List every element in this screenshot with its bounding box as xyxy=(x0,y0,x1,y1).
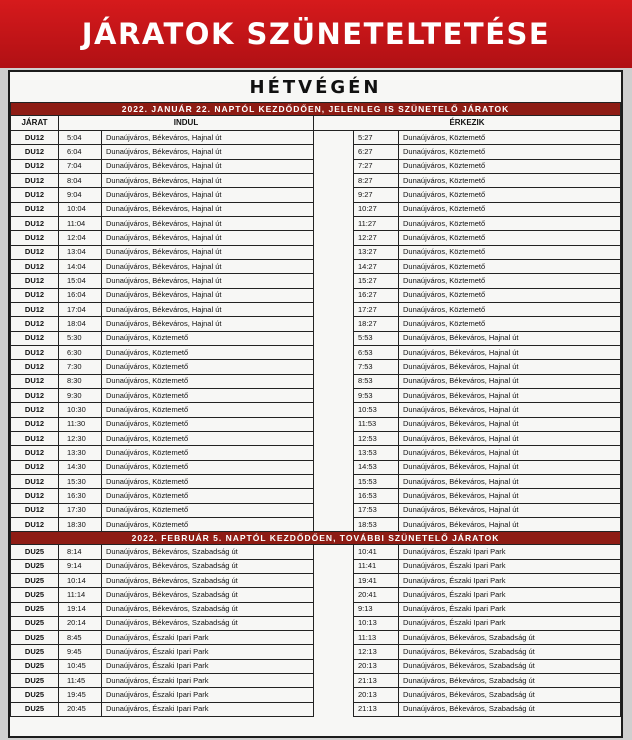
route-cell: DU12 xyxy=(11,288,59,302)
departure-time-cell: 14:04 xyxy=(59,259,102,273)
route-cell: DU12 xyxy=(11,474,59,488)
arrival-time-cell: 6:53 xyxy=(354,345,399,359)
arrival-time-cell: 20:13 xyxy=(354,659,399,673)
column-gap xyxy=(314,517,354,531)
route-cell: DU12 xyxy=(11,388,59,402)
arrival-time-cell: 11:27 xyxy=(354,216,399,230)
table-row xyxy=(11,245,621,259)
table-row xyxy=(11,188,621,202)
departure-stop-cell: Dunaújváros, Békeváros, Szabadság út xyxy=(102,616,314,630)
table-row xyxy=(11,202,621,216)
arrival-time-cell: 15:53 xyxy=(354,474,399,488)
column-gap xyxy=(314,489,354,503)
departure-time-cell: 19:45 xyxy=(59,688,102,702)
departure-time-cell: 8:30 xyxy=(59,374,102,388)
arrival-stop-cell: Dunaújváros, Békeváros, Hajnal út xyxy=(399,388,621,402)
departure-time-cell: 15:04 xyxy=(59,274,102,288)
route-cell: DU25 xyxy=(11,674,59,688)
column-gap xyxy=(314,474,354,488)
column-gap xyxy=(314,388,354,402)
arrival-time-cell: 17:27 xyxy=(354,302,399,316)
departure-stop-cell: Dunaújváros, Békeváros, Szabadság út xyxy=(102,545,314,559)
arrival-stop-cell: Dunaújváros, Békeváros, Hajnal út xyxy=(399,460,621,474)
departure-time-cell: 10:30 xyxy=(59,403,102,417)
arrival-stop-cell: Dunaújváros, Békeváros, Hajnal út xyxy=(399,489,621,503)
departure-stop-cell: Dunaújváros, Békeváros, Hajnal út xyxy=(102,159,314,173)
route-cell: DU25 xyxy=(11,616,59,630)
column-gap xyxy=(314,631,354,645)
table-row xyxy=(11,545,621,559)
route-cell: DU12 xyxy=(11,159,59,173)
departure-time-cell: 15:30 xyxy=(59,474,102,488)
table-row xyxy=(11,360,621,374)
table-row xyxy=(11,145,621,159)
arrival-stop-cell: Dunaújváros, Békeváros, Szabadság út xyxy=(399,688,621,702)
route-cell: DU25 xyxy=(11,702,59,716)
table-row xyxy=(11,259,621,273)
arrival-time-cell: 12:13 xyxy=(354,645,399,659)
arrival-stop-cell: Dunaújváros, Békeváros, Szabadság út xyxy=(399,631,621,645)
table-row xyxy=(11,659,621,673)
table-row xyxy=(11,645,621,659)
column-gap xyxy=(314,588,354,602)
arrival-stop-cell: Dunaújváros, Békeváros, Hajnal út xyxy=(399,403,621,417)
departure-stop-cell: Dunaújváros, Békeváros, Hajnal út xyxy=(102,231,314,245)
arrival-time-cell: 21:13 xyxy=(354,674,399,688)
column-gap xyxy=(314,288,354,302)
arrival-stop-cell: Dunaújváros, Köztemető xyxy=(399,159,621,173)
arrival-stop-cell: Dunaújváros, Békeváros, Hajnal út xyxy=(399,374,621,388)
departure-stop-cell: Dunaújváros, Békeváros, Hajnal út xyxy=(102,302,314,316)
route-cell: DU12 xyxy=(11,231,59,245)
departure-time-cell: 16:04 xyxy=(59,288,102,302)
departure-time-cell: 11:14 xyxy=(59,588,102,602)
table-row xyxy=(11,674,621,688)
departure-time-cell: 11:45 xyxy=(59,674,102,688)
arrival-time-cell: 12:53 xyxy=(354,431,399,445)
column-gap xyxy=(314,345,354,359)
table-row xyxy=(11,403,621,417)
departure-stop-cell: Dunaújváros, Köztemető xyxy=(102,331,314,345)
table-row xyxy=(11,131,621,145)
route-cell: DU12 xyxy=(11,131,59,145)
table-row xyxy=(11,417,621,431)
arrival-stop-cell: Dunaújváros, Északi Ipari Park xyxy=(399,545,621,559)
arrival-time-cell: 10:13 xyxy=(354,616,399,630)
route-cell: DU12 xyxy=(11,302,59,316)
departure-stop-cell: Dunaújváros, Köztemető xyxy=(102,474,314,488)
table-row xyxy=(11,388,621,402)
arrival-stop-cell: Dunaújváros, Békeváros, Hajnal út xyxy=(399,431,621,445)
banner-title: JÁRATOK SZÜNETELTETÉSE xyxy=(81,17,551,51)
departure-time-cell: 9:30 xyxy=(59,388,102,402)
column-gap xyxy=(314,659,354,673)
departure-time-cell: 5:04 xyxy=(59,131,102,145)
departure-stop-cell: Dunaújváros, Békeváros, Hajnal út xyxy=(102,145,314,159)
route-cell: DU25 xyxy=(11,573,59,587)
column-gap xyxy=(314,674,354,688)
table-row xyxy=(11,231,621,245)
column-gap xyxy=(314,216,354,230)
arrival-time-cell: 20:13 xyxy=(354,688,399,702)
sheet-title: HÉTVÉGÉN xyxy=(249,76,382,98)
arrival-stop-cell: Dunaújváros, Békeváros, Hajnal út xyxy=(399,331,621,345)
table-row xyxy=(11,702,621,716)
route-cell: DU12 xyxy=(11,259,59,273)
column-gap xyxy=(314,503,354,517)
table-row xyxy=(11,688,621,702)
departure-stop-cell: Dunaújváros, Békeváros, Hajnal út xyxy=(102,259,314,273)
column-gap xyxy=(314,702,354,716)
route-cell: DU12 xyxy=(11,517,59,531)
route-cell: DU25 xyxy=(11,631,59,645)
route-cell: DU12 xyxy=(11,360,59,374)
arrival-stop-cell: Dunaújváros, Békeváros, Szabadság út xyxy=(399,702,621,716)
departure-time-cell: 18:04 xyxy=(59,317,102,331)
departure-time-cell: 9:04 xyxy=(59,188,102,202)
departure-stop-cell: Dunaújváros, Békeváros, Hajnal út xyxy=(102,216,314,230)
arrival-time-cell: 18:53 xyxy=(354,517,399,531)
route-cell: DU25 xyxy=(11,688,59,702)
arrival-stop-cell: Dunaújváros, Északi Ipari Park xyxy=(399,588,621,602)
departure-stop-cell: Dunaújváros, Békeváros, Szabadság út xyxy=(102,559,314,573)
arrival-stop-cell: Dunaújváros, Köztemető xyxy=(399,302,621,316)
departure-stop-cell: Dunaújváros, Köztemető xyxy=(102,388,314,402)
column-gap xyxy=(314,446,354,460)
arrival-stop-cell: Dunaújváros, Köztemető xyxy=(399,245,621,259)
column-gap xyxy=(314,573,354,587)
route-cell: DU25 xyxy=(11,659,59,673)
route-cell: DU12 xyxy=(11,417,59,431)
table-row xyxy=(11,474,621,488)
route-cell: DU12 xyxy=(11,431,59,445)
column-gap xyxy=(314,616,354,630)
column-header-erkezik: ÉRKEZIK xyxy=(314,116,621,131)
arrival-time-cell: 8:27 xyxy=(354,173,399,187)
table-row xyxy=(11,288,621,302)
table-row xyxy=(11,374,621,388)
departure-stop-cell: Dunaújváros, Köztemető xyxy=(102,503,314,517)
route-cell: DU12 xyxy=(11,173,59,187)
column-gap xyxy=(314,302,354,316)
arrival-stop-cell: Dunaújváros, Békeváros, Hajnal út xyxy=(399,446,621,460)
table-row xyxy=(11,489,621,503)
arrival-stop-cell: Dunaújváros, Köztemető xyxy=(399,202,621,216)
route-cell: DU12 xyxy=(11,489,59,503)
departure-stop-cell: Dunaújváros, Békeváros, Hajnal út xyxy=(102,202,314,216)
column-gap xyxy=(314,331,354,345)
route-cell: DU12 xyxy=(11,216,59,230)
departure-stop-cell: Dunaújváros, Köztemető xyxy=(102,460,314,474)
departure-time-cell: 13:30 xyxy=(59,446,102,460)
banner xyxy=(0,0,632,68)
route-cell: DU12 xyxy=(11,374,59,388)
arrival-stop-cell: Dunaújváros, Köztemető xyxy=(399,274,621,288)
table-row xyxy=(11,274,621,288)
column-gap xyxy=(314,188,354,202)
departure-time-cell: 8:14 xyxy=(59,545,102,559)
route-cell: DU12 xyxy=(11,202,59,216)
departure-stop-cell: Dunaújváros, Köztemető xyxy=(102,489,314,503)
departure-time-cell: 16:30 xyxy=(59,489,102,503)
departure-time-cell: 8:45 xyxy=(59,631,102,645)
departure-stop-cell: Dunaújváros, Köztemető xyxy=(102,517,314,531)
arrival-time-cell: 9:13 xyxy=(354,602,399,616)
section-heading: 2022. FEBRUÁR 5. NAPTÓL KEZDŐDŐEN, TOVÁBBI SZÜNETELŐ JÁRATOK xyxy=(11,532,621,545)
departure-time-cell: 11:04 xyxy=(59,216,102,230)
departure-time-cell: 10:45 xyxy=(59,659,102,673)
arrival-time-cell: 13:27 xyxy=(354,245,399,259)
arrival-stop-cell: Dunaújváros, Köztemető xyxy=(399,173,621,187)
column-gap xyxy=(314,431,354,445)
column-header-indul: INDUL xyxy=(59,116,314,131)
departure-time-cell: 10:04 xyxy=(59,202,102,216)
departure-stop-cell: Dunaújváros, Északi Ipari Park xyxy=(102,688,314,702)
departure-time-cell: 6:04 xyxy=(59,145,102,159)
arrival-stop-cell: Dunaújváros, Köztemető xyxy=(399,288,621,302)
departure-time-cell: 9:45 xyxy=(59,645,102,659)
column-gap xyxy=(314,317,354,331)
departure-time-cell: 20:45 xyxy=(59,702,102,716)
arrival-stop-cell: Dunaújváros, Köztemető xyxy=(399,131,621,145)
table-row xyxy=(11,588,621,602)
table-row xyxy=(11,631,621,645)
arrival-stop-cell: Dunaújváros, Békeváros, Hajnal út xyxy=(399,517,621,531)
column-gap xyxy=(314,259,354,273)
table-row xyxy=(11,173,621,187)
table-row xyxy=(11,302,621,316)
departure-stop-cell: Dunaújváros, Köztemető xyxy=(102,431,314,445)
arrival-stop-cell: Dunaújváros, Békeváros, Hajnal út xyxy=(399,360,621,374)
departure-stop-cell: Dunaújváros, Köztemető xyxy=(102,403,314,417)
route-cell: DU12 xyxy=(11,345,59,359)
arrival-time-cell: 11:13 xyxy=(354,631,399,645)
departure-stop-cell: Dunaújváros, Békeváros, Hajnal út xyxy=(102,131,314,145)
column-gap xyxy=(314,173,354,187)
arrival-stop-cell: Dunaújváros, Északi Ipari Park xyxy=(399,559,621,573)
arrival-time-cell: 14:53 xyxy=(354,460,399,474)
table-row xyxy=(11,431,621,445)
arrival-time-cell: 6:27 xyxy=(354,145,399,159)
table-row xyxy=(11,345,621,359)
route-cell: DU25 xyxy=(11,645,59,659)
arrival-stop-cell: Dunaújváros, Köztemető xyxy=(399,216,621,230)
departure-time-cell: 13:04 xyxy=(59,245,102,259)
route-cell: DU12 xyxy=(11,317,59,331)
departure-time-cell: 12:04 xyxy=(59,231,102,245)
arrival-stop-cell: Dunaújváros, Északi Ipari Park xyxy=(399,616,621,630)
table-row xyxy=(11,517,621,531)
column-gap xyxy=(314,245,354,259)
arrival-time-cell: 10:27 xyxy=(354,202,399,216)
arrival-time-cell: 20:41 xyxy=(354,588,399,602)
departure-stop-cell: Dunaújváros, Békeváros, Hajnal út xyxy=(102,317,314,331)
departure-stop-cell: Dunaújváros, Köztemető xyxy=(102,345,314,359)
arrival-stop-cell: Dunaújváros, Békeváros, Hajnal út xyxy=(399,417,621,431)
column-gap xyxy=(314,159,354,173)
column-gap xyxy=(314,417,354,431)
column-gap xyxy=(314,360,354,374)
departure-stop-cell: Dunaújváros, Békeváros, Hajnal út xyxy=(102,274,314,288)
arrival-time-cell: 12:27 xyxy=(354,231,399,245)
arrival-time-cell: 5:53 xyxy=(354,331,399,345)
arrival-time-cell: 9:27 xyxy=(354,188,399,202)
route-cell: DU25 xyxy=(11,545,59,559)
departure-time-cell: 6:30 xyxy=(59,345,102,359)
column-gap xyxy=(314,202,354,216)
arrival-stop-cell: Dunaújváros, Köztemető xyxy=(399,188,621,202)
arrival-stop-cell: Dunaújváros, Köztemető xyxy=(399,259,621,273)
table-row xyxy=(11,317,621,331)
arrival-stop-cell: Dunaújváros, Békeváros, Hajnal út xyxy=(399,503,621,517)
route-cell: DU25 xyxy=(11,559,59,573)
table-row xyxy=(11,460,621,474)
departure-time-cell: 11:30 xyxy=(59,417,102,431)
table-row xyxy=(11,559,621,573)
arrival-time-cell: 10:53 xyxy=(354,403,399,417)
column-gap xyxy=(314,645,354,659)
departure-stop-cell: Dunaújváros, Békeváros, Hajnal út xyxy=(102,245,314,259)
departure-time-cell: 19:14 xyxy=(59,602,102,616)
departure-time-cell: 10:14 xyxy=(59,573,102,587)
table-row xyxy=(11,216,621,230)
arrival-stop-cell: Dunaújváros, Köztemető xyxy=(399,145,621,159)
schedule-sheet xyxy=(8,70,623,738)
route-cell: DU12 xyxy=(11,403,59,417)
route-cell: DU12 xyxy=(11,188,59,202)
arrival-time-cell: 16:53 xyxy=(354,489,399,503)
departure-stop-cell: Dunaújváros, Békeváros, Hajnal út xyxy=(102,188,314,202)
arrival-time-cell: 15:27 xyxy=(354,274,399,288)
section-heading-row xyxy=(11,103,621,116)
arrival-stop-cell: Dunaújváros, Békeváros, Hajnal út xyxy=(399,345,621,359)
arrival-time-cell: 9:53 xyxy=(354,388,399,402)
column-gap xyxy=(314,460,354,474)
arrival-time-cell: 21:13 xyxy=(354,702,399,716)
departure-time-cell: 18:30 xyxy=(59,517,102,531)
departure-stop-cell: Dunaújváros, Békeváros, Szabadság út xyxy=(102,588,314,602)
arrival-time-cell: 10:41 xyxy=(354,545,399,559)
table-row xyxy=(11,446,621,460)
arrival-time-cell: 18:27 xyxy=(354,317,399,331)
departure-stop-cell: Dunaújváros, Köztemető xyxy=(102,446,314,460)
departure-time-cell: 14:30 xyxy=(59,460,102,474)
arrival-stop-cell: Dunaújváros, Békeváros, Szabadság út xyxy=(399,674,621,688)
arrival-time-cell: 19:41 xyxy=(354,573,399,587)
arrival-stop-cell: Dunaújváros, Északi Ipari Park xyxy=(399,573,621,587)
schedule-table xyxy=(10,102,621,717)
arrival-stop-cell: Dunaújváros, Köztemető xyxy=(399,231,621,245)
column-gap xyxy=(314,688,354,702)
column-gap xyxy=(314,274,354,288)
arrival-time-cell: 8:53 xyxy=(354,374,399,388)
departure-stop-cell: Dunaújváros, Békeváros, Hajnal út xyxy=(102,173,314,187)
arrival-stop-cell: Dunaújváros, Északi Ipari Park xyxy=(399,602,621,616)
departure-stop-cell: Dunaújváros, Köztemető xyxy=(102,360,314,374)
departure-stop-cell: Dunaújváros, Köztemető xyxy=(102,374,314,388)
departure-time-cell: 17:04 xyxy=(59,302,102,316)
section-heading: 2022. JANUÁR 22. NAPTÓL KEZDŐDŐEN, JELENLEG IS SZÜNETELŐ JÁRATOK xyxy=(11,103,621,116)
departure-time-cell: 7:04 xyxy=(59,159,102,173)
departure-time-cell: 20:14 xyxy=(59,616,102,630)
column-gap xyxy=(314,231,354,245)
column-header-jarat: JÁRAT xyxy=(11,116,59,131)
route-cell: DU12 xyxy=(11,446,59,460)
section-heading-row xyxy=(11,532,621,545)
departure-stop-cell: Dunaújváros, Északi Ipari Park xyxy=(102,645,314,659)
column-gap xyxy=(314,131,354,145)
column-gap xyxy=(314,559,354,573)
departure-stop-cell: Dunaújváros, Északi Ipari Park xyxy=(102,659,314,673)
departure-time-cell: 12:30 xyxy=(59,431,102,445)
arrival-stop-cell: Dunaújváros, Köztemető xyxy=(399,317,621,331)
departure-time-cell: 7:30 xyxy=(59,360,102,374)
arrival-time-cell: 13:53 xyxy=(354,446,399,460)
column-gap xyxy=(314,145,354,159)
table-row xyxy=(11,616,621,630)
route-cell: DU12 xyxy=(11,503,59,517)
arrival-stop-cell: Dunaújváros, Békeváros, Szabadság út xyxy=(399,645,621,659)
route-cell: DU25 xyxy=(11,602,59,616)
arrival-stop-cell: Dunaújváros, Békeváros, Hajnal út xyxy=(399,474,621,488)
table-row xyxy=(11,573,621,587)
table-row xyxy=(11,503,621,517)
departure-time-cell: 8:04 xyxy=(59,173,102,187)
departure-stop-cell: Dunaújváros, Északi Ipari Park xyxy=(102,631,314,645)
route-cell: DU12 xyxy=(11,460,59,474)
column-gap xyxy=(314,602,354,616)
arrival-time-cell: 7:53 xyxy=(354,360,399,374)
route-cell: DU12 xyxy=(11,274,59,288)
column-gap xyxy=(314,403,354,417)
route-cell: DU12 xyxy=(11,145,59,159)
arrival-time-cell: 16:27 xyxy=(354,288,399,302)
departure-stop-cell: Dunaújváros, Békeváros, Szabadság út xyxy=(102,602,314,616)
route-cell: DU12 xyxy=(11,331,59,345)
table-row xyxy=(11,159,621,173)
departure-stop-cell: Dunaújváros, Békeváros, Hajnal út xyxy=(102,288,314,302)
arrival-time-cell: 17:53 xyxy=(354,503,399,517)
departure-stop-cell: Dunaújváros, Északi Ipari Park xyxy=(102,702,314,716)
departure-stop-cell: Dunaújváros, Békeváros, Szabadság út xyxy=(102,573,314,587)
arrival-time-cell: 7:27 xyxy=(354,159,399,173)
arrival-stop-cell: Dunaújváros, Békeváros, Szabadság út xyxy=(399,659,621,673)
arrival-time-cell: 14:27 xyxy=(354,259,399,273)
departure-time-cell: 17:30 xyxy=(59,503,102,517)
departure-time-cell: 5:30 xyxy=(59,331,102,345)
table-row xyxy=(11,602,621,616)
departure-time-cell: 9:14 xyxy=(59,559,102,573)
table-row xyxy=(11,331,621,345)
arrival-time-cell: 11:41 xyxy=(354,559,399,573)
route-cell: DU25 xyxy=(11,588,59,602)
column-gap xyxy=(314,545,354,559)
arrival-time-cell: 11:53 xyxy=(354,417,399,431)
column-gap xyxy=(314,374,354,388)
departure-stop-cell: Dunaújváros, Északi Ipari Park xyxy=(102,674,314,688)
departure-stop-cell: Dunaújváros, Köztemető xyxy=(102,417,314,431)
arrival-time-cell: 5:27 xyxy=(354,131,399,145)
route-cell: DU12 xyxy=(11,245,59,259)
column-header-row xyxy=(11,116,621,131)
